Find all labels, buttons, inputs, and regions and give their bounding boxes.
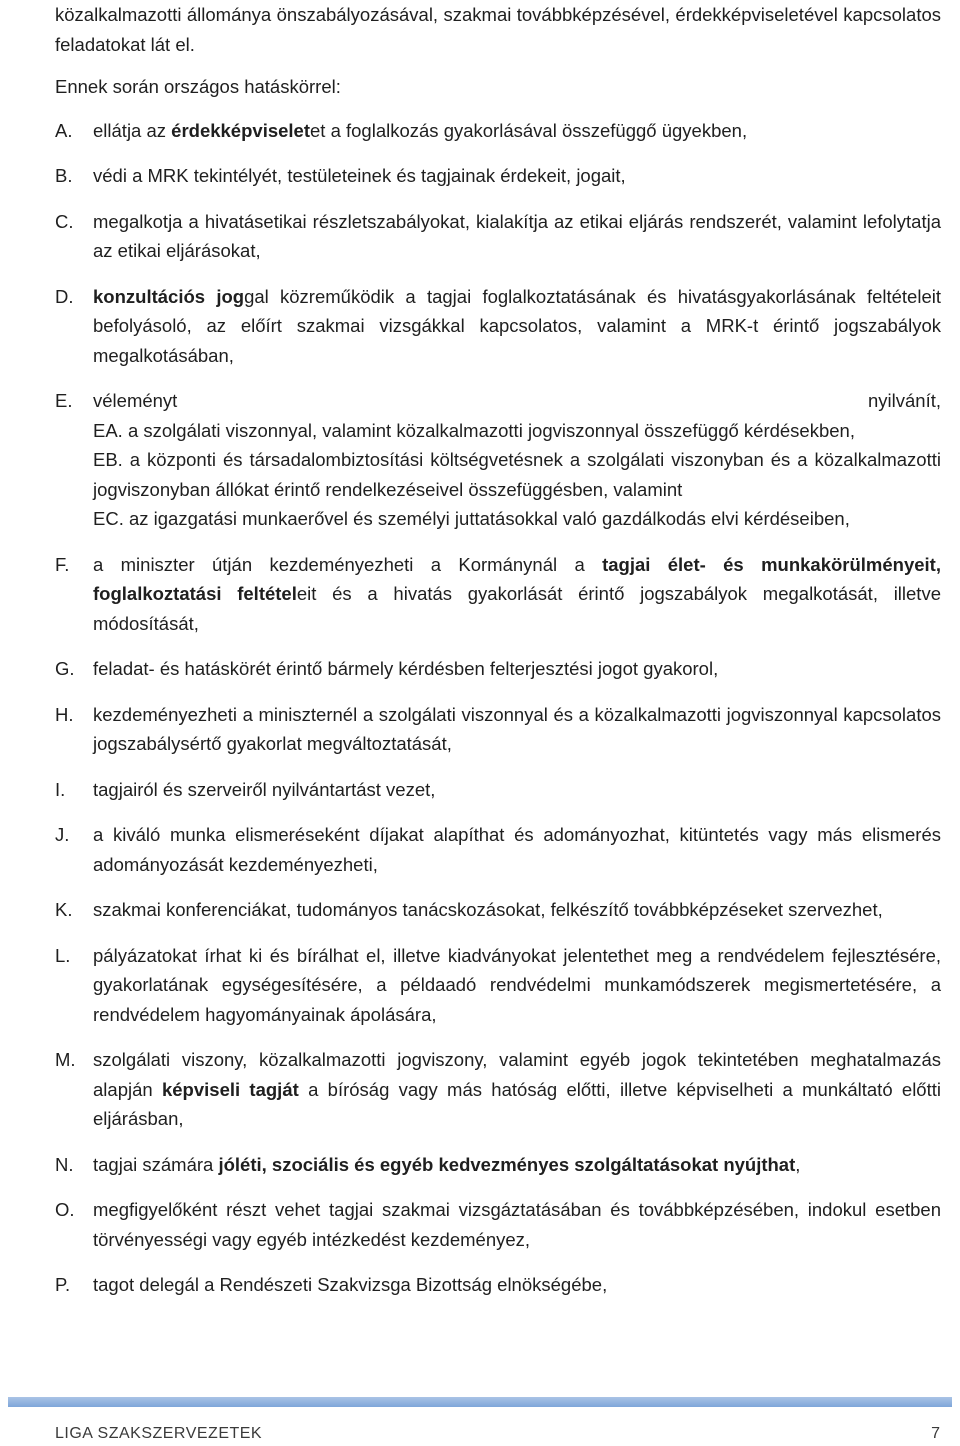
- list-item-h: [55, 700, 941, 759]
- list-item-b: [55, 161, 941, 191]
- text-run: a bíróság vagy más hatóság előtti, illetve képviselheti a munkáltató előtti eljárásban,: [93, 1078, 941, 1129]
- item-text: kezdeményezheti a miniszternél a szolgálati viszonnyal és a közalkalmazotti jogviszonnyal kapcsolatos jogszabálysértő gyakorlat megváltoztatását,: [93, 703, 941, 754]
- item-letter: M.: [55, 1049, 76, 1070]
- list-item-o: [55, 1195, 941, 1254]
- item-text: [93, 1150, 941, 1180]
- item-e-subitems: [55, 416, 941, 534]
- item-letter: I.: [55, 778, 66, 800]
- item-letter: N.: [55, 1153, 74, 1175]
- item-text: [93, 550, 941, 639]
- item-e-heading: [93, 386, 941, 416]
- document-page: [55, 0, 941, 1316]
- list-item-d: [55, 282, 941, 371]
- item-text: szakmai konferenciákat, tudományos tanácskozásokat, felkészítő továbbképzéseket szervezhet,: [93, 899, 883, 920]
- subitem-ec: EC. az igazgatási munkaerővel és személyi juttatásokkal való gazdálkodás elvi kérdéseiben,: [93, 508, 850, 529]
- bold-run: érdekképviselet: [171, 119, 310, 141]
- item-text: megalkotja a hivatásetikai részletszabályokat, kialakítja az etikai eljárás rendszerét, valamint lefolytatja az etikai eljárásokat,: [93, 210, 941, 261]
- item-letter: D.: [55, 285, 74, 307]
- item-letter: K.: [55, 899, 73, 920]
- list-item-k: [55, 895, 941, 925]
- item-letter: B.: [55, 165, 73, 186]
- lead-line: Ennek során országos hatáskörrel:: [55, 76, 341, 97]
- item-text: [93, 386, 941, 416]
- text-run: nyilvánít,: [867, 390, 941, 411]
- item-letter: P.: [55, 1274, 71, 1295]
- item-text: feladat- és hatáskörét érintő bármely kérdésben felterjesztési jogot gyakorol,: [93, 658, 719, 679]
- list-item-l: [55, 941, 941, 1030]
- text-run: a miniszter útján kezdeményezheti a Kormánynál a: [93, 553, 603, 575]
- item-letter: G.: [55, 658, 75, 679]
- list-item-n: [55, 1150, 941, 1180]
- bold-run: konzultációs jog: [93, 285, 245, 307]
- item-text: tagot delegál a Rendészeti Szakvizsga Bizottság elnökségébe,: [93, 1274, 608, 1295]
- item-text: [93, 282, 941, 371]
- footer-divider-bar: [8, 1397, 952, 1407]
- text-run: et a foglalkozás gyakorlásával összefüggő ügyekben,: [310, 119, 748, 141]
- item-text: a kiváló munka elismeréseként díjakat alapíthat és adományozhat, kitüntetés vagy más elismerés adományozását kezdeményezheti,: [93, 824, 941, 875]
- item-text: tagjairól és szerveiről nyilvántartást vezet,: [93, 778, 436, 800]
- intro-paragraph: közalkalmazotti állománya önszabályozásával, szakmai továbbképzésével, érdekképviseletével kapcsolatos feladatokat lát el.: [55, 4, 941, 55]
- list-item-a: [55, 116, 941, 146]
- item-text: pályázatokat írhat ki és bírálhat el, illetve kiadványokat jelentethet meg a rendvédelem fejlesztésére, gyakorlatának egységesítésére, a példaadó rendvédelmi munkamódszerek megismertetésére, a rendvédelem hagyományainak ápolására,: [93, 944, 941, 1025]
- bold-run: képviseli tagját: [161, 1078, 299, 1100]
- item-text: [93, 116, 941, 146]
- list-item-g: [55, 654, 941, 684]
- page-number: 7: [931, 1425, 940, 1442]
- list-item-c: [55, 207, 941, 266]
- list-item-i: [55, 775, 941, 805]
- text-run: ellátja az: [93, 119, 172, 141]
- text-run: szolgálati viszony, közalkalmazotti jogviszony, valamint egyéb jogok tekintetében meghatalmazás alapján: [93, 1049, 941, 1100]
- text-run: tagjai számára: [93, 1153, 219, 1175]
- footer-organization: LIGA SZAKSZERVEZETEK: [55, 1425, 263, 1442]
- text-run: ,: [795, 1153, 801, 1175]
- text-run: eit és a hivatás gyakorlását érintő jogszabályok megalkotását, illetve módosítását,: [93, 583, 941, 634]
- item-letter: J.: [55, 824, 70, 845]
- item-text: védi a MRK tekintélyét, testületeinek és tagjainak érdekeit, jogait,: [93, 165, 626, 186]
- list-item-m: [55, 1045, 941, 1134]
- subitem-ea: EA. a szolgálati viszonnyal, valamint közalkalmazotti jogviszonnyal összefüggő kérdésekben,: [93, 419, 855, 441]
- text-run: gal közreműködik a tagjai foglalkoztatásának és hivatásgyakorlásának feltételeit befolyásoló, az előírt szakmai vizsgákkal kapcsolatos, valamint a MRK-t érintő jogszabályok megalkotásában,: [93, 285, 941, 366]
- text-run: véleményt: [93, 390, 178, 411]
- duties-list: [55, 116, 941, 1300]
- item-letter: C.: [55, 210, 74, 232]
- list-item-j: [55, 820, 941, 879]
- item-text: [93, 1045, 941, 1134]
- item-letter: A.: [55, 119, 73, 141]
- list-item-p: [55, 1270, 941, 1300]
- item-letter: H.: [55, 703, 74, 725]
- item-text: megfigyelőként részt vehet tagjai szakmai vizsgáztatásában és továbbképzésében, indokul esetben törvényességi vagy egyéb intézkedést kezdeményez,: [93, 1199, 941, 1250]
- list-item-e: [55, 386, 941, 416]
- item-letter: E.: [55, 390, 73, 411]
- bold-run: tagjai élet- és munkakörülményeit, foglalkoztatási feltétel: [93, 553, 941, 604]
- bold-run: jóléti, szociális és egyéb kedvezményes szolgáltatásokat nyújthat: [218, 1153, 796, 1175]
- item-letter: F.: [55, 553, 70, 575]
- subitem-eb: EB. a központi és társadalombiztosítási költségvetésnek a szolgálati viszonyban és a közalkalmazotti jogviszonyban állókat érintő rendelkezéseivel összefüggésben, valamint: [93, 449, 941, 500]
- item-letter: O.: [55, 1199, 75, 1220]
- item-letter: L.: [55, 944, 71, 966]
- list-item-f: [55, 550, 941, 639]
